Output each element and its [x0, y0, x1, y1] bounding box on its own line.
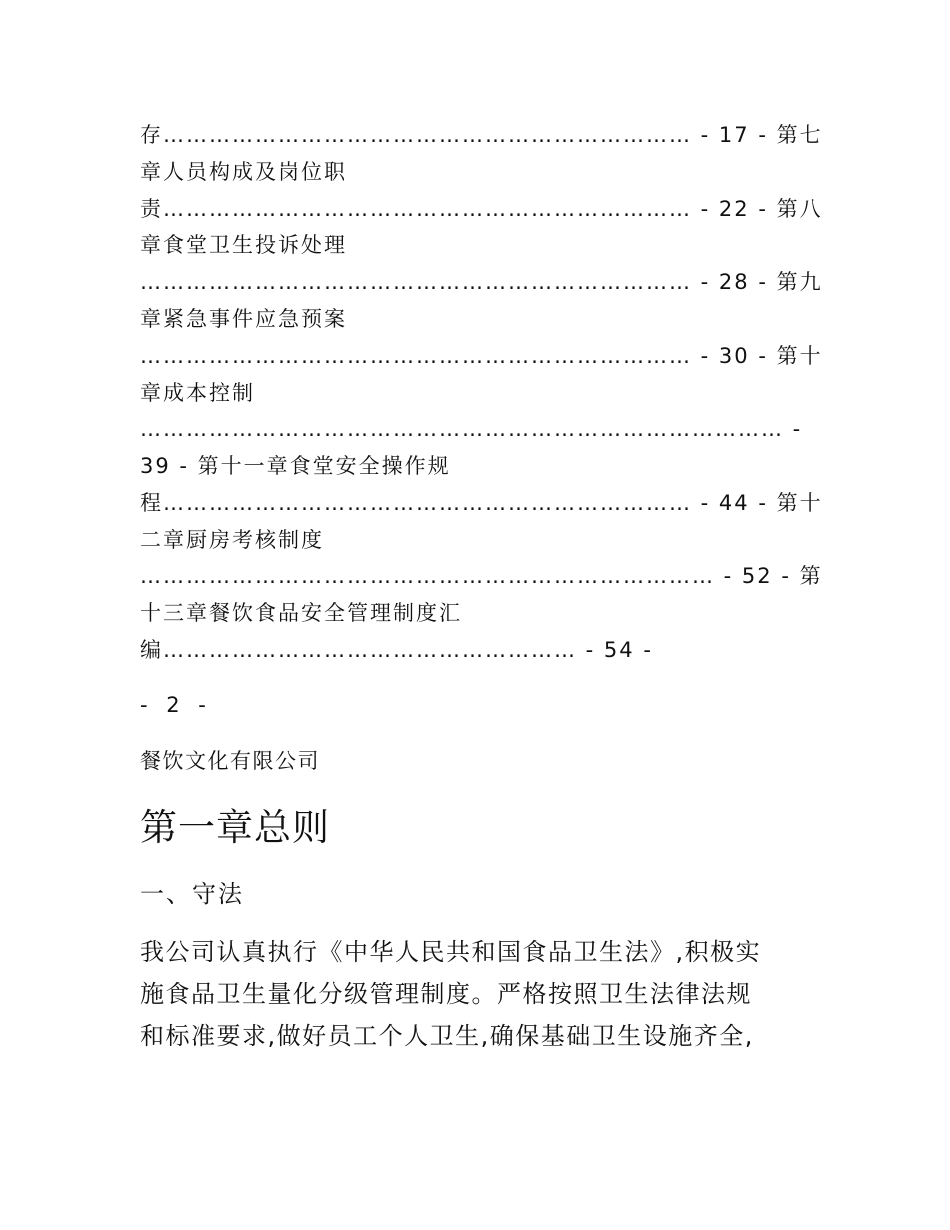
chapter-title: 第一章总则 [140, 806, 330, 849]
body-line: 我公司认真执行《中华人民共和国食品卫生法》,积极实 [140, 938, 762, 966]
body-line: 和标准要求,做好员工个人卫生,确保基础卫生设施齐全, [140, 1022, 754, 1050]
toc-line: ……………………………………………………………… - 28 - 第九 [140, 270, 823, 294]
toc-line: 章人员构成及岗位职 [140, 160, 347, 184]
page-number: - 2 - [140, 693, 212, 717]
section-title: 一、守法 [140, 880, 244, 908]
toc-line: 十三章餐饮食品安全管理制度汇 [140, 601, 462, 625]
toc-line: 39 - 第十一章食堂安全操作规 [140, 454, 451, 478]
toc-line: 程…………………………………………………………… - 44 - 第十 [140, 491, 823, 515]
toc-line: 编……………………………………………… - 54 - [140, 638, 653, 662]
toc-line: 章紧急事件应急预案 [140, 307, 347, 331]
company-header: 餐饮文化有限公司 [140, 749, 320, 773]
toc-line: 章成本控制 [140, 381, 255, 405]
body-line: 施食品卫生量化分级管理制度。严格按照卫生法律法规 [140, 980, 752, 1008]
toc-line: 二章厨房考核制度 [140, 528, 324, 552]
toc-line: 存…………………………………………………………… - 17 - 第七 [140, 123, 823, 147]
toc-line: ………………………………………………………………………… - [140, 417, 803, 441]
toc-line: ………………………………………………………………… - 52 - 第 [140, 564, 823, 588]
toc-line: 章食堂卫生投诉处理 [140, 233, 347, 257]
toc-line: ……………………………………………………………… - 30 - 第十 [140, 344, 823, 368]
toc-line: 责…………………………………………………………… - 22 - 第八 [140, 197, 823, 221]
